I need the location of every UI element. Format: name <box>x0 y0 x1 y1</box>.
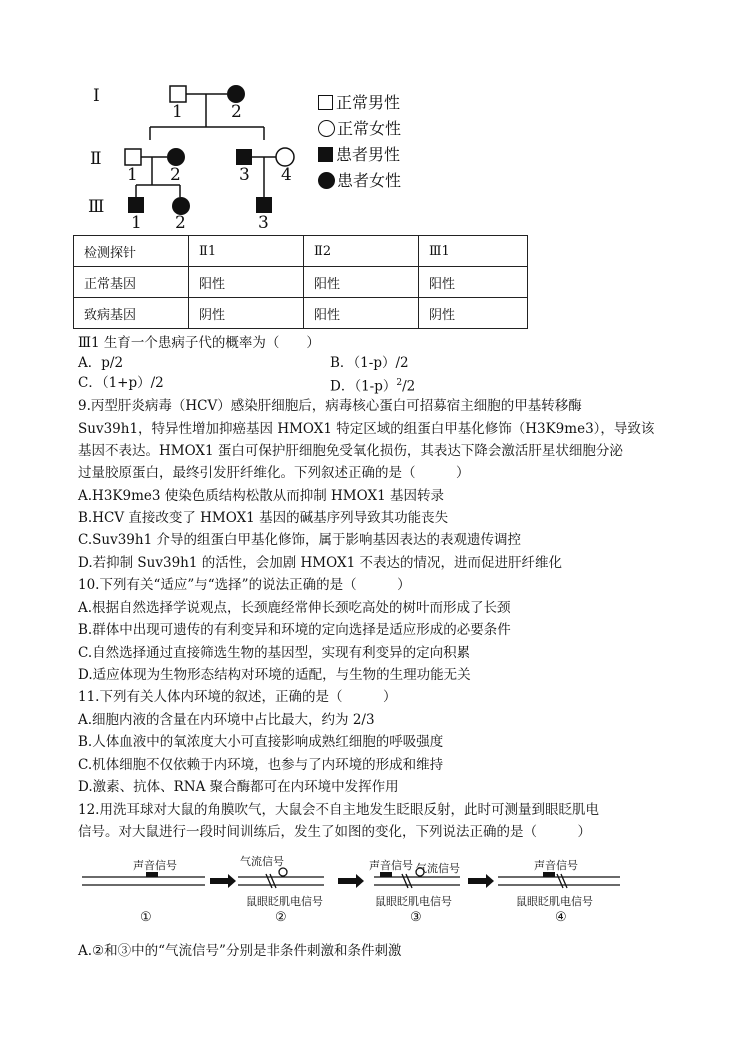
panel-label-4: ④ <box>555 910 567 925</box>
table-cell: 致病基因 <box>74 298 189 329</box>
legend-affected-male: 患者男性 <box>318 145 400 165</box>
table-header-row <box>74 236 528 267</box>
q8-option-b: B．（1-p）/2 <box>330 355 409 371</box>
q9-option-a: A.H3K9me3 使染色质结构松散从而抑制 HMOX1 基因转录 <box>78 488 444 504</box>
q12-option-a: A.②和③中的“气流信号”分别是非条件刺激和条件刺激 <box>78 943 402 959</box>
q9-option-d: D.若抑制 Suv39h1 的活性，会加剧 HMOX1 不表达的情况，进而促进肝纤维化 <box>78 555 562 571</box>
q10-stem: 10.下列有关“适应”与“选择”的说法正确的是（ ） <box>78 577 411 593</box>
q8-option-d: D．$(1-p)^2/2$ <box>330 378 416 395</box>
emg-signal-label: 鼠眼眨肌电信号 <box>516 895 593 908</box>
number-II1: 1 <box>127 165 138 185</box>
table-cell: 阳性 <box>304 298 419 329</box>
q10-option-c: C.自然选择通过直接筛选生物的基因型，实现有利变异的定向积累 <box>78 645 471 661</box>
q9-option-c: C.Suv39h1 介导的组蛋白甲基化修饰，属于影响基因表达的表观遗传调控 <box>78 532 521 548</box>
table-header-cell: Ⅲ1 <box>419 236 528 267</box>
q10-option-d: D.适应体现为生物形态结构对环境的适配，与生物的生理功能无关 <box>78 667 471 683</box>
legend-affected-female: 患者女性 <box>318 171 401 191</box>
individual-II3 <box>236 149 252 165</box>
table-cell: 阳性 <box>189 267 304 298</box>
q10-option-b: B.群体中出现可遗传的有利变异和环境的定向选择是适应形成的必要条件 <box>78 622 511 638</box>
number-III2: 2 <box>175 213 186 233</box>
q8-stem: Ⅲ1 生育一个患病子代的概率为（ ） <box>78 335 320 351</box>
individual-II2 <box>167 148 185 166</box>
air-signal-label: 气流信号 <box>240 855 284 868</box>
q9-option-b: B.HCV 直接改变了 HMOX1 基因的碱基序列导致其功能丧失 <box>78 510 449 526</box>
table-cell: 正常基因 <box>74 267 189 298</box>
pedigree-lines <box>0 0 320 240</box>
circle-icon <box>318 120 335 137</box>
table-cell: 阳性 <box>304 267 419 298</box>
panel-label-1: ① <box>140 910 152 925</box>
q11-stem: 11.下列有关人体内环境的叙述，正确的是（ ） <box>78 689 397 705</box>
number-II2: 2 <box>170 165 181 185</box>
q11-option-c: C.机体细胞不仅依赖于内环境，也参与了内环境的形成和维持 <box>78 757 444 773</box>
table-row <box>74 298 528 329</box>
number-II4: 4 <box>281 165 292 185</box>
table-row <box>74 267 528 298</box>
air-signal-label: 气流信号 <box>416 862 460 875</box>
emg-signal-label: 鼠眼眨肌电信号 <box>246 895 323 908</box>
q9-stem-line: 9.丙型肝炎病毒（HCV）感染肝细胞后，病毒核心蛋白可招募宿主细胞的甲基转移酶 <box>78 398 582 414</box>
generation-label-1: Ⅰ <box>93 86 100 106</box>
q11-option-a: A.细胞内液的含量在内环境中占比最大，约为 2/3 <box>78 712 375 728</box>
table-cell: 阳性 <box>419 267 528 298</box>
sound-signal-label: 声音信号 <box>369 859 413 872</box>
q12-stem-line: 12.用洗耳球对大鼠的角膜吹气，大鼠会不自主地发生眨眼反射，此时可测量到眼眨肌电 <box>78 802 599 818</box>
table-header-cell: Ⅱ1 <box>189 236 304 267</box>
number-II3: 3 <box>239 165 250 185</box>
probe-table <box>73 235 528 329</box>
q8-option-c: C．（1+p）/2 <box>78 375 164 391</box>
panel-label-3: ③ <box>410 910 422 925</box>
generation-label-2: Ⅱ <box>90 149 102 169</box>
individual-I1 <box>170 86 186 102</box>
generation-label-3: Ⅲ <box>88 197 105 217</box>
individual-III1 <box>128 197 144 213</box>
q11-option-d: D.激素、抗体、RNA 聚合酶都可在内环境中发挥作用 <box>78 779 399 795</box>
q9-stem-line: 过量胶原蛋白，最终引发肝纤维化。下列叙述正确的是（ ） <box>78 465 470 481</box>
q9-stem-line: 基因不表达。HMOX1 蛋白可保护肝细胞免受氧化损伤，其表达下降会激活肝星状细胞分泌 <box>78 443 623 459</box>
number-I1: 1 <box>172 102 183 122</box>
q9-stem-line: Suv39h1，特异性增加抑癌基因 HMOX1 特定区域的组蛋白甲基化修饰（H3K9me3），导致该 <box>78 421 655 437</box>
filled-square-icon <box>318 147 333 162</box>
number-III3: 3 <box>258 213 269 233</box>
q11-option-b: B.人体血液中的氧浓度大小可直接影响成熟红细胞的呼吸强度 <box>78 734 444 750</box>
individual-I2 <box>227 85 245 103</box>
table-cell: 阴性 <box>189 298 304 329</box>
table-header-cell: Ⅱ2 <box>304 236 419 267</box>
emg-signal-label: 鼠眼眨肌电信号 <box>375 895 452 908</box>
legend-normal-female: 正常女性 <box>318 119 401 139</box>
number-III1: 1 <box>131 213 142 233</box>
individual-III3 <box>256 197 272 213</box>
panel-label-2: ② <box>275 910 287 925</box>
q8-option-a: A．p/2 <box>78 355 124 371</box>
table-cell: 阴性 <box>419 298 528 329</box>
q12-stem-line: 信号。对大鼠进行一段时间训练后，发生了如图的变化，下列说法正确的是（ ） <box>78 824 591 840</box>
square-icon <box>318 95 333 110</box>
sound-signal-label: 声音信号 <box>534 859 578 872</box>
individual-II1 <box>125 149 141 165</box>
individual-II4 <box>276 148 294 166</box>
q10-option-a: A.根据自然选择学说观点，长颈鹿经常伸长颈吃高处的树叶而形成了长颈 <box>78 600 511 616</box>
legend-normal-male: 正常男性 <box>318 93 400 113</box>
number-I2: 2 <box>231 102 242 122</box>
table-header-cell: 检测探针 <box>74 236 189 267</box>
filled-circle-icon <box>318 172 335 189</box>
sound-signal-label: 声音信号 <box>133 859 177 872</box>
